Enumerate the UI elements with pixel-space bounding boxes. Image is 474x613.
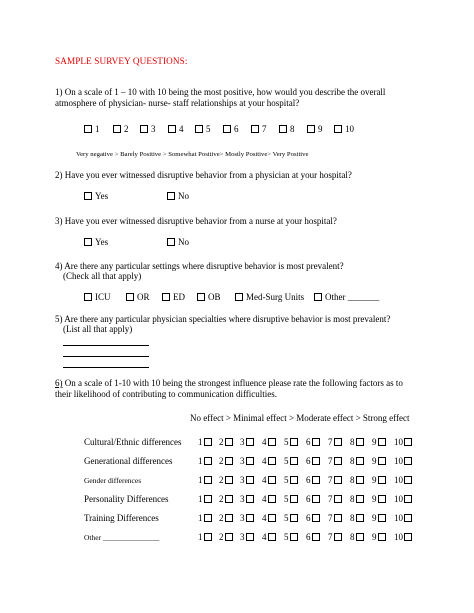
q6-rating-option[interactable] — [394, 456, 412, 466]
q6-rating-checkbox[interactable] — [225, 514, 233, 522]
q4-checkbox[interactable] — [314, 293, 322, 301]
q1-option-label: 9 — [318, 124, 323, 134]
q1-scale-labels: Very negative > Barely Positive > Somewhat Positive> Mostly Positive> Very Positive — [76, 151, 309, 158]
q1-option-2[interactable] — [113, 124, 129, 134]
q6-rating-checkbox[interactable] — [204, 495, 212, 503]
q6-rating-number: 8 — [350, 494, 355, 504]
q6-rating-number: 7 — [328, 437, 333, 447]
q6-rating-checkbox[interactable] — [356, 438, 364, 446]
q6-rating-checkbox[interactable] — [290, 495, 298, 503]
q4-option[interactable] — [235, 292, 304, 302]
q6-rating-option[interactable] — [372, 456, 386, 466]
q4-option-label: OB — [208, 292, 221, 302]
q6-rating-number: 4 — [262, 513, 267, 523]
q6-rating-option[interactable] — [219, 494, 233, 504]
q6-rating-option[interactable] — [284, 437, 298, 447]
q6-rating-checkbox[interactable] — [334, 457, 342, 465]
q6-rating-number: 6 — [306, 532, 311, 542]
q6-text-line1-rest: On a scale of 1-10 with 10 being the strongest influence please rate the following factors as to — [62, 378, 403, 388]
q6-rating-checkbox[interactable] — [290, 514, 298, 522]
q6-rating-checkbox[interactable] — [404, 514, 412, 522]
q2-yes-label: Yes — [95, 191, 109, 201]
q6-rating-number: 2 — [219, 532, 224, 542]
q6-rating-number: 1 — [198, 437, 203, 447]
q4-text-line1: 4) Are there any particular settings where disruptive behavior is most prevalent? — [55, 261, 344, 271]
q6-rating-option[interactable] — [198, 494, 212, 504]
q6-rating-option[interactable] — [240, 532, 254, 542]
q6-rating-checkbox[interactable] — [356, 476, 364, 484]
q6-rating-option[interactable] — [328, 532, 342, 542]
q6-rating-checkbox[interactable] — [404, 476, 412, 484]
q6-rating-checkbox[interactable] — [404, 457, 412, 465]
q6-rating-checkbox[interactable] — [268, 495, 276, 503]
q1-option-label: 6 — [234, 124, 239, 134]
q1-option-1[interactable] — [84, 124, 100, 134]
q6-rating-option[interactable] — [394, 532, 412, 542]
q6-rating-option[interactable] — [284, 513, 298, 523]
q2-yes-checkbox[interactable] — [84, 192, 92, 200]
q6-rating-checkbox[interactable] — [404, 438, 412, 446]
q6-rating-checkbox[interactable] — [312, 495, 320, 503]
q3-no-label: No — [178, 237, 189, 247]
q6-rating-checkbox[interactable] — [378, 457, 386, 465]
q6-rating-option[interactable] — [328, 437, 342, 447]
q6-rating-option[interactable] — [306, 513, 320, 523]
q6-rating-option[interactable] — [306, 475, 320, 485]
q6-rating-number: 10 — [394, 475, 403, 485]
q6-rating-option[interactable] — [372, 513, 386, 523]
q6-rating-option[interactable] — [394, 437, 412, 447]
q1-checkbox[interactable] — [307, 125, 315, 133]
q4-option[interactable] — [314, 292, 379, 302]
q6-rating-number: 10 — [394, 532, 403, 542]
q6-rating-checkbox[interactable] — [246, 514, 254, 522]
q4-checkbox[interactable] — [235, 293, 243, 301]
q6-rating-number: 4 — [262, 437, 267, 447]
q6-rating-number: 3 — [240, 456, 245, 466]
q6-rating-option[interactable] — [306, 456, 320, 466]
q5-answer-line-3[interactable] — [63, 367, 149, 368]
q6-rating-number: 8 — [350, 532, 355, 542]
q6-rating-option[interactable] — [372, 475, 386, 485]
q1-checkbox[interactable] — [140, 125, 148, 133]
q6-rating-option[interactable] — [219, 437, 233, 447]
q6-rating-option[interactable] — [284, 475, 298, 485]
q6-rating-option[interactable] — [219, 513, 233, 523]
q4-option-label: ICU — [95, 292, 111, 302]
q6-rating-checkbox[interactable] — [334, 514, 342, 522]
q4-checkbox[interactable] — [197, 293, 205, 301]
q6-rating-checkbox[interactable] — [246, 457, 254, 465]
q6-rating-number: 9 — [372, 437, 377, 447]
q6-rating-option[interactable] — [262, 494, 276, 504]
q6-rating-option[interactable] — [306, 437, 320, 447]
q6-rating-checkbox[interactable] — [225, 438, 233, 446]
q6-rating-checkbox[interactable] — [378, 476, 386, 484]
q6-rating-number: 9 — [372, 456, 377, 466]
q6-rating-option[interactable] — [306, 532, 320, 542]
q6-rating-checkbox[interactable] — [312, 438, 320, 446]
q6-rating-number: 8 — [350, 456, 355, 466]
q1-checkbox[interactable] — [251, 125, 259, 133]
q4-checkbox[interactable] — [84, 293, 92, 301]
q6-rating-option[interactable] — [198, 475, 212, 485]
q6-rating-option[interactable] — [284, 456, 298, 466]
q6-rating-number: 8 — [350, 437, 355, 447]
q6-rating-checkbox[interactable] — [290, 533, 298, 541]
q6-rating-checkbox[interactable] — [404, 495, 412, 503]
q6-rating-number: 6 — [306, 437, 311, 447]
q6-rating-number: 4 — [262, 475, 267, 485]
q6-rating-checkbox[interactable] — [356, 514, 364, 522]
q6-rating-checkbox[interactable] — [225, 457, 233, 465]
q6-rating-checkbox[interactable] — [246, 495, 254, 503]
q1-checkbox[interactable] — [84, 125, 92, 133]
q6-rating-option[interactable] — [394, 513, 412, 523]
q2-no-option[interactable] — [167, 191, 189, 201]
q1-option-3[interactable] — [140, 124, 156, 134]
q6-rating-checkbox[interactable] — [312, 476, 320, 484]
q6-rating-number: 2 — [219, 494, 224, 504]
q1-option-5[interactable] — [195, 124, 211, 134]
q6-rating-number: 9 — [372, 475, 377, 485]
q6-rating-number: 10 — [394, 456, 403, 466]
q5-answer-line-1[interactable] — [63, 345, 149, 346]
q6-rating-number: 10 — [394, 437, 403, 447]
q6-rating-checkbox[interactable] — [312, 533, 320, 541]
q1-option-label: 1 — [95, 124, 100, 134]
q6-rating-number: 7 — [328, 513, 333, 523]
q6-rating-checkbox[interactable] — [246, 533, 254, 541]
q6-rating-number: 1 — [198, 494, 203, 504]
q1-checkbox[interactable] — [168, 125, 176, 133]
q6-rating-checkbox[interactable] — [378, 495, 386, 503]
q6-rating-option[interactable] — [262, 437, 276, 447]
q5-text-line1: 5) Are there any particular physician specialties where disruptive behavior is most prevalent? — [55, 314, 391, 324]
q6-rating-number: 4 — [262, 532, 267, 542]
q6-rating-checkbox[interactable] — [225, 495, 233, 503]
q6-rating-option[interactable] — [328, 513, 342, 523]
q3-no-checkbox[interactable] — [167, 238, 175, 246]
q6-rating-option[interactable] — [262, 513, 276, 523]
q6-rating-option[interactable] — [372, 437, 386, 447]
q6-rating-option[interactable] — [219, 456, 233, 466]
q6-rating-option[interactable] — [198, 532, 212, 542]
q6-rating-checkbox[interactable] — [356, 533, 364, 541]
q3-yes-label: Yes — [95, 237, 109, 247]
q5-text-line2: (List all that apply) — [63, 324, 133, 334]
q6-rating-option[interactable] — [262, 532, 276, 542]
q6-rating-number: 2 — [219, 456, 224, 466]
q6-rating-option[interactable] — [350, 475, 364, 485]
q6-rating-option[interactable] — [240, 437, 254, 447]
q6-rating-number: 3 — [240, 475, 245, 485]
q6-rating-option[interactable] — [284, 494, 298, 504]
q6-rating-number: 9 — [372, 494, 377, 504]
q6-rating-option[interactable] — [198, 456, 212, 466]
q6-rating-option[interactable] — [240, 513, 254, 523]
q6-rating-number: 5 — [284, 513, 289, 523]
q4-option-label: OR — [137, 292, 150, 302]
q6-rating-number: 9 — [372, 513, 377, 523]
q3-yes-checkbox[interactable] — [84, 238, 92, 246]
q6-rating-checkbox[interactable] — [204, 533, 212, 541]
q6-rating-number: 5 — [284, 437, 289, 447]
q6-rating-checkbox[interactable] — [356, 495, 364, 503]
q4-option[interactable] — [126, 292, 150, 302]
q6-rating-checkbox[interactable] — [312, 457, 320, 465]
q6-rating-number: 8 — [350, 513, 355, 523]
q6-rating-option[interactable] — [328, 475, 342, 485]
q6-rating-option[interactable] — [306, 494, 320, 504]
q6-factor-label: Training Differences — [84, 513, 159, 523]
q6-rating-number: 4 — [262, 456, 267, 466]
q1-option-7[interactable] — [251, 124, 267, 134]
q6-rating-checkbox[interactable] — [312, 514, 320, 522]
q6-rating-number: 5 — [284, 456, 289, 466]
q6-rating-checkbox[interactable] — [404, 533, 412, 541]
q1-option-label: 5 — [206, 124, 211, 134]
q6-rating-option[interactable] — [262, 456, 276, 466]
q6-rating-number: 1 — [198, 532, 203, 542]
q6-rating-option[interactable] — [350, 513, 364, 523]
q1-checkbox[interactable] — [279, 125, 287, 133]
q6-rating-option[interactable] — [240, 494, 254, 504]
q6-rating-option[interactable] — [328, 494, 342, 504]
q6-rating-checkbox[interactable] — [204, 438, 212, 446]
q4-option[interactable] — [197, 292, 221, 302]
q1-option-9[interactable] — [307, 124, 323, 134]
q6-rating-number: 7 — [328, 494, 333, 504]
q4-option-label: Med-Surg Units — [246, 292, 305, 302]
q6-rating-checkbox[interactable] — [246, 438, 254, 446]
q6-rating-number: 2 — [219, 475, 224, 485]
q4-text-line2: (Check all that apply) — [63, 271, 142, 281]
q6-rating-option[interactable] — [350, 456, 364, 466]
q6-rating-checkbox[interactable] — [378, 533, 386, 541]
q1-option-label: 4 — [179, 124, 184, 134]
page-title: SAMPLE SURVEY QUESTIONS: — [55, 56, 188, 66]
q6-rating-number: 3 — [240, 532, 245, 542]
q6-rating-number: 7 — [328, 475, 333, 485]
q6-rating-number: 5 — [284, 494, 289, 504]
q6-rating-number: 6 — [306, 475, 311, 485]
q6-factor-label: Cultural/Ethnic differences — [84, 437, 182, 447]
q6-rating-number: 9 — [372, 532, 377, 542]
q6-rating-checkbox[interactable] — [334, 533, 342, 541]
q6-rating-option[interactable] — [240, 475, 254, 485]
q1-checkbox[interactable] — [113, 125, 121, 133]
q1-option-label: 3 — [151, 124, 156, 134]
q6-rating-number: 5 — [284, 475, 289, 485]
q6-rating-number: 6 — [306, 494, 311, 504]
q6-number: 6) — [55, 378, 63, 388]
q6-rating-option[interactable] — [394, 494, 412, 504]
q6-rating-option[interactable] — [350, 437, 364, 447]
q6-rating-option[interactable] — [372, 494, 386, 504]
q6-scale-header: No effect > Minimal effect > Moderate effect > Strong effect — [190, 413, 410, 423]
q6-rating-number: 2 — [219, 513, 224, 523]
q6-rating-checkbox[interactable] — [268, 476, 276, 484]
q6-rating-option[interactable] — [198, 437, 212, 447]
q1-text-line1: 1) On a scale of 1 – 10 with 10 being the most positive, how would you describe the overall — [55, 87, 386, 97]
q6-rating-checkbox[interactable] — [204, 457, 212, 465]
q6-rating-option[interactable] — [219, 475, 233, 485]
q6-factor-label: Personality Differences — [84, 494, 169, 504]
q6-rating-checkbox[interactable] — [290, 438, 298, 446]
q6-factor-label: Other _______________ — [84, 533, 160, 542]
q1-option-label: 8 — [290, 124, 295, 134]
q6-rating-number: 6 — [306, 513, 311, 523]
q6-rating-checkbox[interactable] — [204, 476, 212, 484]
q6-rating-checkbox[interactable] — [246, 476, 254, 484]
q6-rating-checkbox[interactable] — [334, 438, 342, 446]
q3-yes-option[interactable] — [84, 237, 108, 247]
q5-answer-line-2[interactable] — [63, 356, 149, 357]
q6-rating-checkbox[interactable] — [378, 438, 386, 446]
q6-rating-checkbox[interactable] — [268, 533, 276, 541]
q6-rating-option[interactable] — [328, 456, 342, 466]
q2-no-label: No — [178, 191, 189, 201]
q6-rating-number: 3 — [240, 437, 245, 447]
q6-rating-number: 7 — [328, 456, 333, 466]
q6-rating-checkbox[interactable] — [378, 514, 386, 522]
q6-rating-option[interactable] — [219, 532, 233, 542]
q6-rating-option[interactable] — [350, 532, 364, 542]
q4-option-label: Other _______ — [325, 292, 380, 302]
q6-rating-number: 10 — [394, 494, 403, 504]
q1-option-label: 7 — [262, 124, 267, 134]
q6-rating-number: 5 — [284, 532, 289, 542]
q6-rating-number: 7 — [328, 532, 333, 542]
q6-rating-checkbox[interactable] — [268, 457, 276, 465]
q6-rating-number: 3 — [240, 494, 245, 504]
q1-checkbox[interactable] — [223, 125, 231, 133]
q1-option-label: 10 — [345, 124, 354, 134]
q1-checkbox[interactable] — [334, 125, 342, 133]
q6-rating-option[interactable] — [372, 532, 386, 542]
q6-rating-checkbox[interactable] — [268, 438, 276, 446]
q6-rating-checkbox[interactable] — [268, 514, 276, 522]
q6-rating-number: 1 — [198, 513, 203, 523]
q3-no-option[interactable] — [167, 237, 189, 247]
q6-rating-option[interactable] — [394, 475, 412, 485]
q6-rating-number: 1 — [198, 475, 203, 485]
q6-rating-number: 3 — [240, 513, 245, 523]
q4-checkbox[interactable] — [162, 293, 170, 301]
q1-option-8[interactable] — [279, 124, 295, 134]
q6-rating-option[interactable] — [350, 494, 364, 504]
q4-checkbox[interactable] — [126, 293, 134, 301]
q6-rating-checkbox[interactable] — [204, 514, 212, 522]
q6-rating-number: 1 — [198, 456, 203, 466]
q6-rating-checkbox[interactable] — [225, 476, 233, 484]
q6-rating-checkbox[interactable] — [334, 476, 342, 484]
q1-text-line2: atmosphere of physician- nurse- staff relationships at your hospital? — [55, 98, 300, 108]
q6-rating-number: 8 — [350, 475, 355, 485]
q2-text: 2) Have you ever witnessed disruptive behavior from a physician at your hospital? — [55, 170, 352, 180]
q6-rating-checkbox[interactable] — [334, 495, 342, 503]
q6-factor-label: Generational differences — [84, 456, 173, 466]
q3-text: 3) Have you ever witnessed disruptive behavior from a nurse at your hospital? — [55, 216, 337, 226]
q6-factor-label: Gender differences — [84, 476, 142, 485]
q1-checkbox[interactable] — [195, 125, 203, 133]
q4-option[interactable] — [162, 292, 185, 302]
q6-rating-number: 10 — [394, 513, 403, 523]
q6-text-line1 — [55, 378, 403, 389]
q6-rating-checkbox[interactable] — [290, 457, 298, 465]
q2-no-checkbox[interactable] — [167, 192, 175, 200]
q6-rating-option[interactable] — [240, 456, 254, 466]
q1-option-6[interactable] — [223, 124, 239, 134]
q1-option-10[interactable] — [334, 124, 354, 134]
q6-rating-option[interactable] — [198, 513, 212, 523]
q2-yes-option[interactable] — [84, 191, 108, 201]
q1-option-4[interactable] — [168, 124, 184, 134]
q6-rating-checkbox[interactable] — [356, 457, 364, 465]
q6-rating-checkbox[interactable] — [290, 476, 298, 484]
q4-option[interactable] — [84, 292, 111, 302]
q4-option-label: ED — [173, 292, 185, 302]
q6-rating-number: 2 — [219, 437, 224, 447]
q6-text-line2: their likelihood of contributing to communication difficulties. — [55, 389, 278, 399]
q1-option-label: 2 — [124, 124, 129, 134]
q6-rating-option[interactable] — [284, 532, 298, 542]
q6-rating-checkbox[interactable] — [225, 533, 233, 541]
q6-rating-number: 4 — [262, 494, 267, 504]
q6-rating-number: 6 — [306, 456, 311, 466]
q6-rating-option[interactable] — [262, 475, 276, 485]
